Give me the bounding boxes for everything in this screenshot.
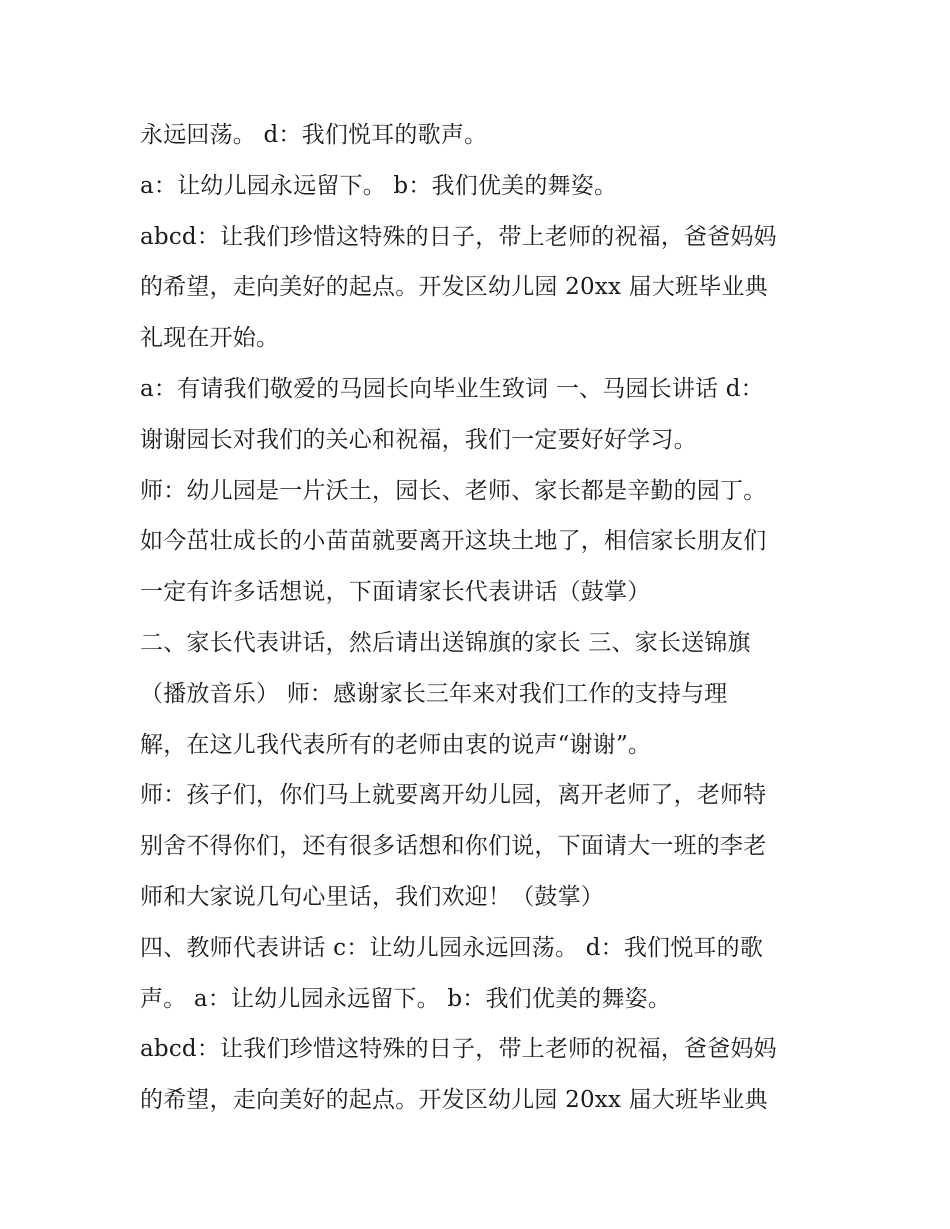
text-line: 四、教师代表讲话 c：让幼儿园永远回荡。 d：我们悦耳的歌 xyxy=(140,934,764,961)
text-line: 如今茁壮成长的小苗苗就要离开这块土地了，相信家长朋友们 xyxy=(140,528,767,555)
text-line: a：有请我们敬爱的马园长向毕业生致词 一、马园长讲话 d： xyxy=(140,375,764,402)
text-line: 师和大家说几句心里话，我们欢迎！（鼓掌） xyxy=(140,883,604,910)
text-line: （播放音乐） 师：感谢家长三年来对我们工作的支持与理 xyxy=(140,680,728,707)
text-line: 别舍不得你们，还有很多话想和你们说，下面请大一班的李老 xyxy=(140,833,767,860)
document-body xyxy=(140,110,840,1126)
text-line: 师：幼儿园是一片沃土，园长、老师、家长都是辛勤的园丁。 xyxy=(140,477,767,504)
text-line: 一定有许多话想说，下面请家长代表讲话（鼓掌） xyxy=(140,579,651,606)
text-line: 的希望，走向美好的起点。开发区幼儿园 20xx 届大班毕业典 xyxy=(140,274,768,301)
text-line: 声。 a：让幼儿园永远留下。 b：我们优美的舞姿。 xyxy=(140,985,672,1012)
text-line: 二、家长代表讲话，然后请出送锦旗的家长 三、家长送锦旗 xyxy=(140,629,751,656)
text-line: 解，在这儿我代表所有的老师由衷的说声“谢谢”。 xyxy=(140,731,652,758)
text-line: 师：孩子们，你们马上就要离开幼儿园，离开老师了，老师特 xyxy=(140,782,767,809)
text-line: 谢谢园长对我们的关心和祝福，我们一定要好好学习。 xyxy=(140,426,697,453)
text-line: abcd：让我们珍惜这特殊的日子，带上老师的祝福，爸爸妈妈 xyxy=(140,223,777,250)
text-line: abcd：让我们珍惜这特殊的日子，带上老师的祝福，爸爸妈妈 xyxy=(140,1036,777,1063)
text-line: 礼现在开始。 xyxy=(140,325,280,352)
text-line: 永远回荡。 d：我们悦耳的歌声。 xyxy=(140,122,488,148)
text-line: a：让幼儿园永远留下。 b：我们优美的舞姿。 xyxy=(140,172,618,199)
text-line: 的希望，走向美好的起点。开发区幼儿园 20xx 届大班毕业典 xyxy=(140,1087,768,1114)
